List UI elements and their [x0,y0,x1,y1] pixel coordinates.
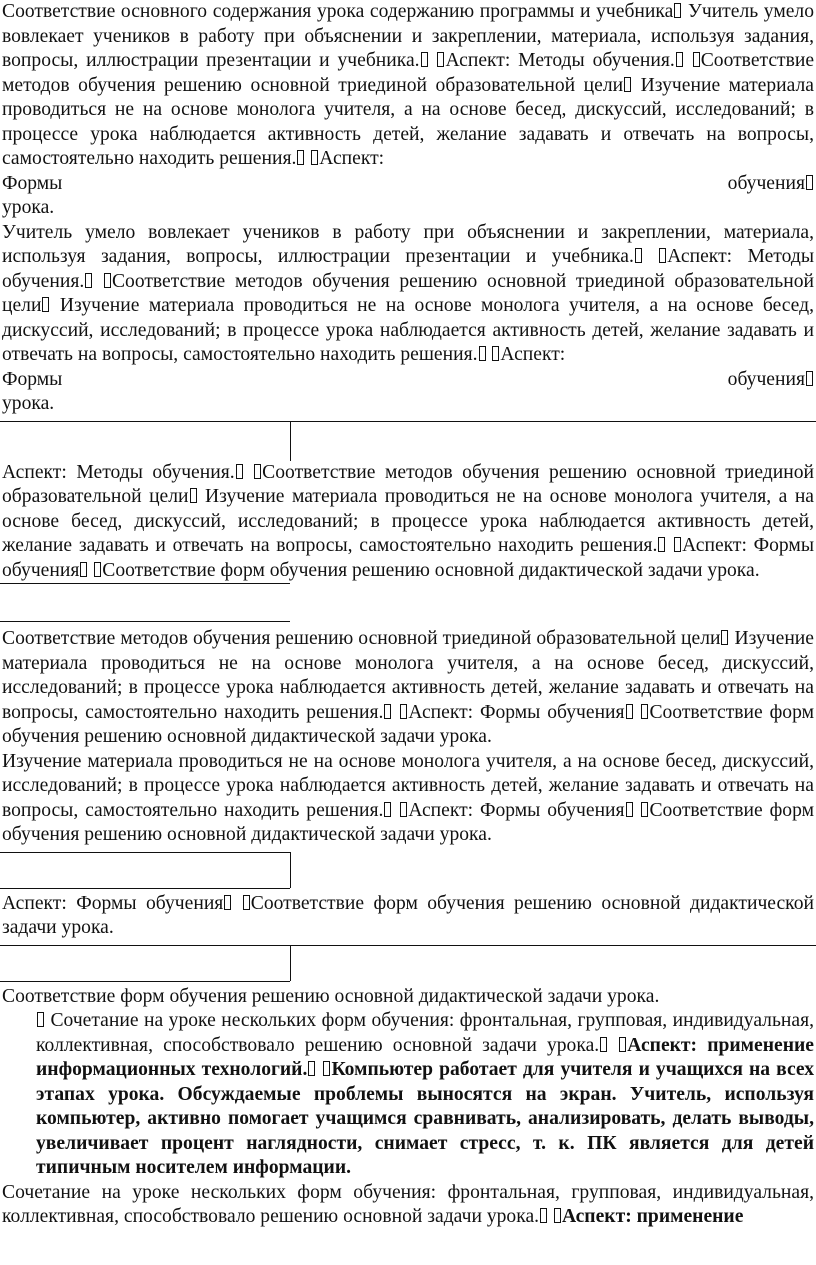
missing-glyph-icon [721,630,728,645]
missing-glyph-icon [224,895,231,910]
table-fragment [0,417,816,461]
missing-glyph-icon [693,52,700,67]
text-span: Аспект: Методы обучения. [445,50,675,71]
paragraph-7 [0,985,816,1010]
paragraph-5 [0,750,816,848]
text-span: Аспект: применение [561,1206,744,1227]
missing-glyph-icon [674,537,681,552]
missing-glyph-icon [308,1061,315,1076]
text-span: Изучение материала проводиться не на основе монолога учителя, а на основе бесед, дискуссий, исследований; в процессе урока наблюдается активность детей, желание задавать и отвечать на вопросы, самостоятельно находить решения. [2,486,814,556]
table-fragment [0,941,816,985]
paragraph-8 [0,1009,816,1181]
text-span: Аспект: Формы обучения [2,892,224,914]
table-border [290,945,291,981]
missing-glyph-icon [311,150,318,165]
table-border [290,852,291,888]
table-border [0,421,816,422]
paragraph-1-end [0,196,816,221]
missing-glyph-icon [80,562,87,577]
text-span: Аспект: Методы обучения. [2,246,814,292]
text-span: Аспект: применение информационных технологий. [36,1034,814,1080]
table-border [0,852,290,853]
missing-glyph-icon [479,346,486,361]
text-span: Сочетание на уроке нескольких форм обучения: фронтальная, групповая, индивидуальная, коллективная, способствовало решению основной задачи урока. [2,1181,814,1227]
missing-glyph-icon [674,3,681,18]
missing-glyph-icon [626,704,633,719]
missing-glyph-icon [190,488,197,503]
text-span: Изучение материала проводиться не на основе монолога учителя, а на основе бесед, дискуссий, исследований; в процессе урока наблюдается активность детей, желание задавать и отвечать на вопросы, самостоятельно находить решения. [2,628,814,723]
text-span: Формы [2,368,63,390]
paragraph-9 [0,1181,816,1230]
text-span: обучения [727,368,805,390]
missing-glyph-icon [619,1037,626,1052]
missing-glyph-icon [554,1208,561,1223]
text-span: Соответствие методов обучения решению основной триединой образовательной цели [2,50,815,96]
text-span: Аспект: Формы обучения [2,535,814,581]
missing-glyph-icon [384,802,391,817]
table-border [0,621,290,622]
missing-glyph-icon [37,1012,44,1027]
missing-glyph-icon [806,371,813,386]
table-border [0,945,816,946]
text-span: Соответствие форм обучения решению основной дидактической задачи урока. [2,892,814,938]
missing-glyph-icon [540,1208,547,1223]
missing-glyph-icon [437,52,444,67]
table-border [290,421,291,461]
text-span: Соответствие основного содержания урока содержанию программы и учебника [2,1,674,22]
paragraph-2 [0,221,816,368]
missing-glyph-icon [323,1061,330,1076]
paragraph-3 [0,461,816,584]
text-span: Учитель умело вовлекает учеников в работу при объяснении и закреплении, материала, используя задания, вопросы, иллюстрации презентации и учебника. [2,1,814,71]
split-line [0,368,816,393]
text-span: Формы [2,172,63,194]
text-span: Соответствие методов обучения решению основной триединой образовательной цели [2,628,721,649]
text-span: Аспект: Формы обучения [408,701,625,723]
paragraph-4 [0,627,816,750]
missing-glyph-icon [600,1037,607,1052]
text-span: Аспект: Формы обучения [408,799,625,821]
missing-glyph-icon [641,704,648,719]
missing-glyph-icon [104,273,111,288]
text-span: Соответствие методов обучения решению основной триединой образовательной цели [2,461,814,507]
missing-glyph-icon [659,248,666,263]
missing-glyph-icon [254,464,261,479]
missing-glyph-icon [384,704,391,719]
missing-glyph-icon [492,346,499,361]
text-span: урока. [2,197,55,218]
table-border [0,583,290,584]
text-span: Изучение материала проводиться не на основе монолога учителя, а на основе бесед, дискуссий, исследований; в процессе урока наблюдается активность детей, желание задавать и отвечать на вопросы, самостоятельно находить решения. [2,74,814,169]
text-span: Аспект: [319,148,385,169]
text-span: Учитель умело вовлекает учеников в работу при объяснении и закреплении, материала, используя задания, вопросы, иллюстрации презентации и учебника. [2,221,814,267]
missing-glyph-icon [94,562,101,577]
text-span: Компьютер работает для учителя и учащихся на всех этапах урока. Обсуждаемые проблемы выносятся на экран. Учитель, используя компьютер, активно помогает учащимся сравнивать, анализировать, делать выводы, увеличивает процент наглядности, снимает стресс, т. к. ПК является для детей типичным носителем информации. [36,1059,814,1178]
missing-glyph-icon [806,175,813,190]
text-span: Соответствие форм обучения решению основной дидактической задачи урока. [2,985,660,1007]
paragraph-1 [0,0,816,172]
table-border [0,981,290,982]
missing-glyph-icon [297,150,304,165]
text-span: Изучение материала проводиться не на основе монолога учителя, а на основе бесед, дискуссий, исследований; в процессе урока наблюдается активность детей, желание задавать и отвечать на вопросы, самостоятельно находить решения. [2,750,814,821]
text-span: Сочетание на уроке нескольких форм обучения: фронтальная, групповая, индивидуальная, коллективная, способствовало решению основной задачи урока. [36,1010,814,1056]
missing-glyph-icon [658,537,665,552]
text-span: Соответствие форм обучения решению основной дидактической задачи урока. [2,701,814,747]
text-span: Изучение материала проводиться не на основе монолога учителя, а на основе бесед, дискуссий, исследований; в процессе урока наблюдается активность детей, желание задавать и отвечать на вопросы, самостоятельно находить решения. [2,295,814,365]
table-border [0,888,290,889]
text-span: обучения [727,172,805,194]
missing-glyph-icon [243,895,250,910]
missing-glyph-icon [641,802,648,817]
table-fragment [0,583,816,627]
text-span: Соответствие форм обучения решению основной дидактической задачи урока. [102,559,760,581]
text-span: Соответствие форм обучения решению основной дидактической задачи урока. [2,799,814,845]
missing-glyph-icon [236,464,243,479]
missing-glyph-icon [624,77,631,92]
table-fragment [0,848,816,892]
missing-glyph-icon [421,52,428,67]
missing-glyph-icon [626,802,633,817]
text-span: Соответствие методов обучения решению основной триединой образовательной цели [2,270,814,316]
text-span: Аспект: Методы обучения. [2,461,235,483]
split-line [0,172,816,197]
paragraph-6 [0,892,816,941]
missing-glyph-icon [400,704,407,719]
missing-glyph-icon [42,297,49,312]
text-span: урока. [2,393,55,414]
text-span: Аспект: [500,344,566,365]
missing-glyph-icon [400,802,407,817]
paragraph-2-end [0,392,816,417]
missing-glyph-icon [676,52,683,67]
missing-glyph-icon [85,273,92,288]
missing-glyph-icon [635,248,642,263]
